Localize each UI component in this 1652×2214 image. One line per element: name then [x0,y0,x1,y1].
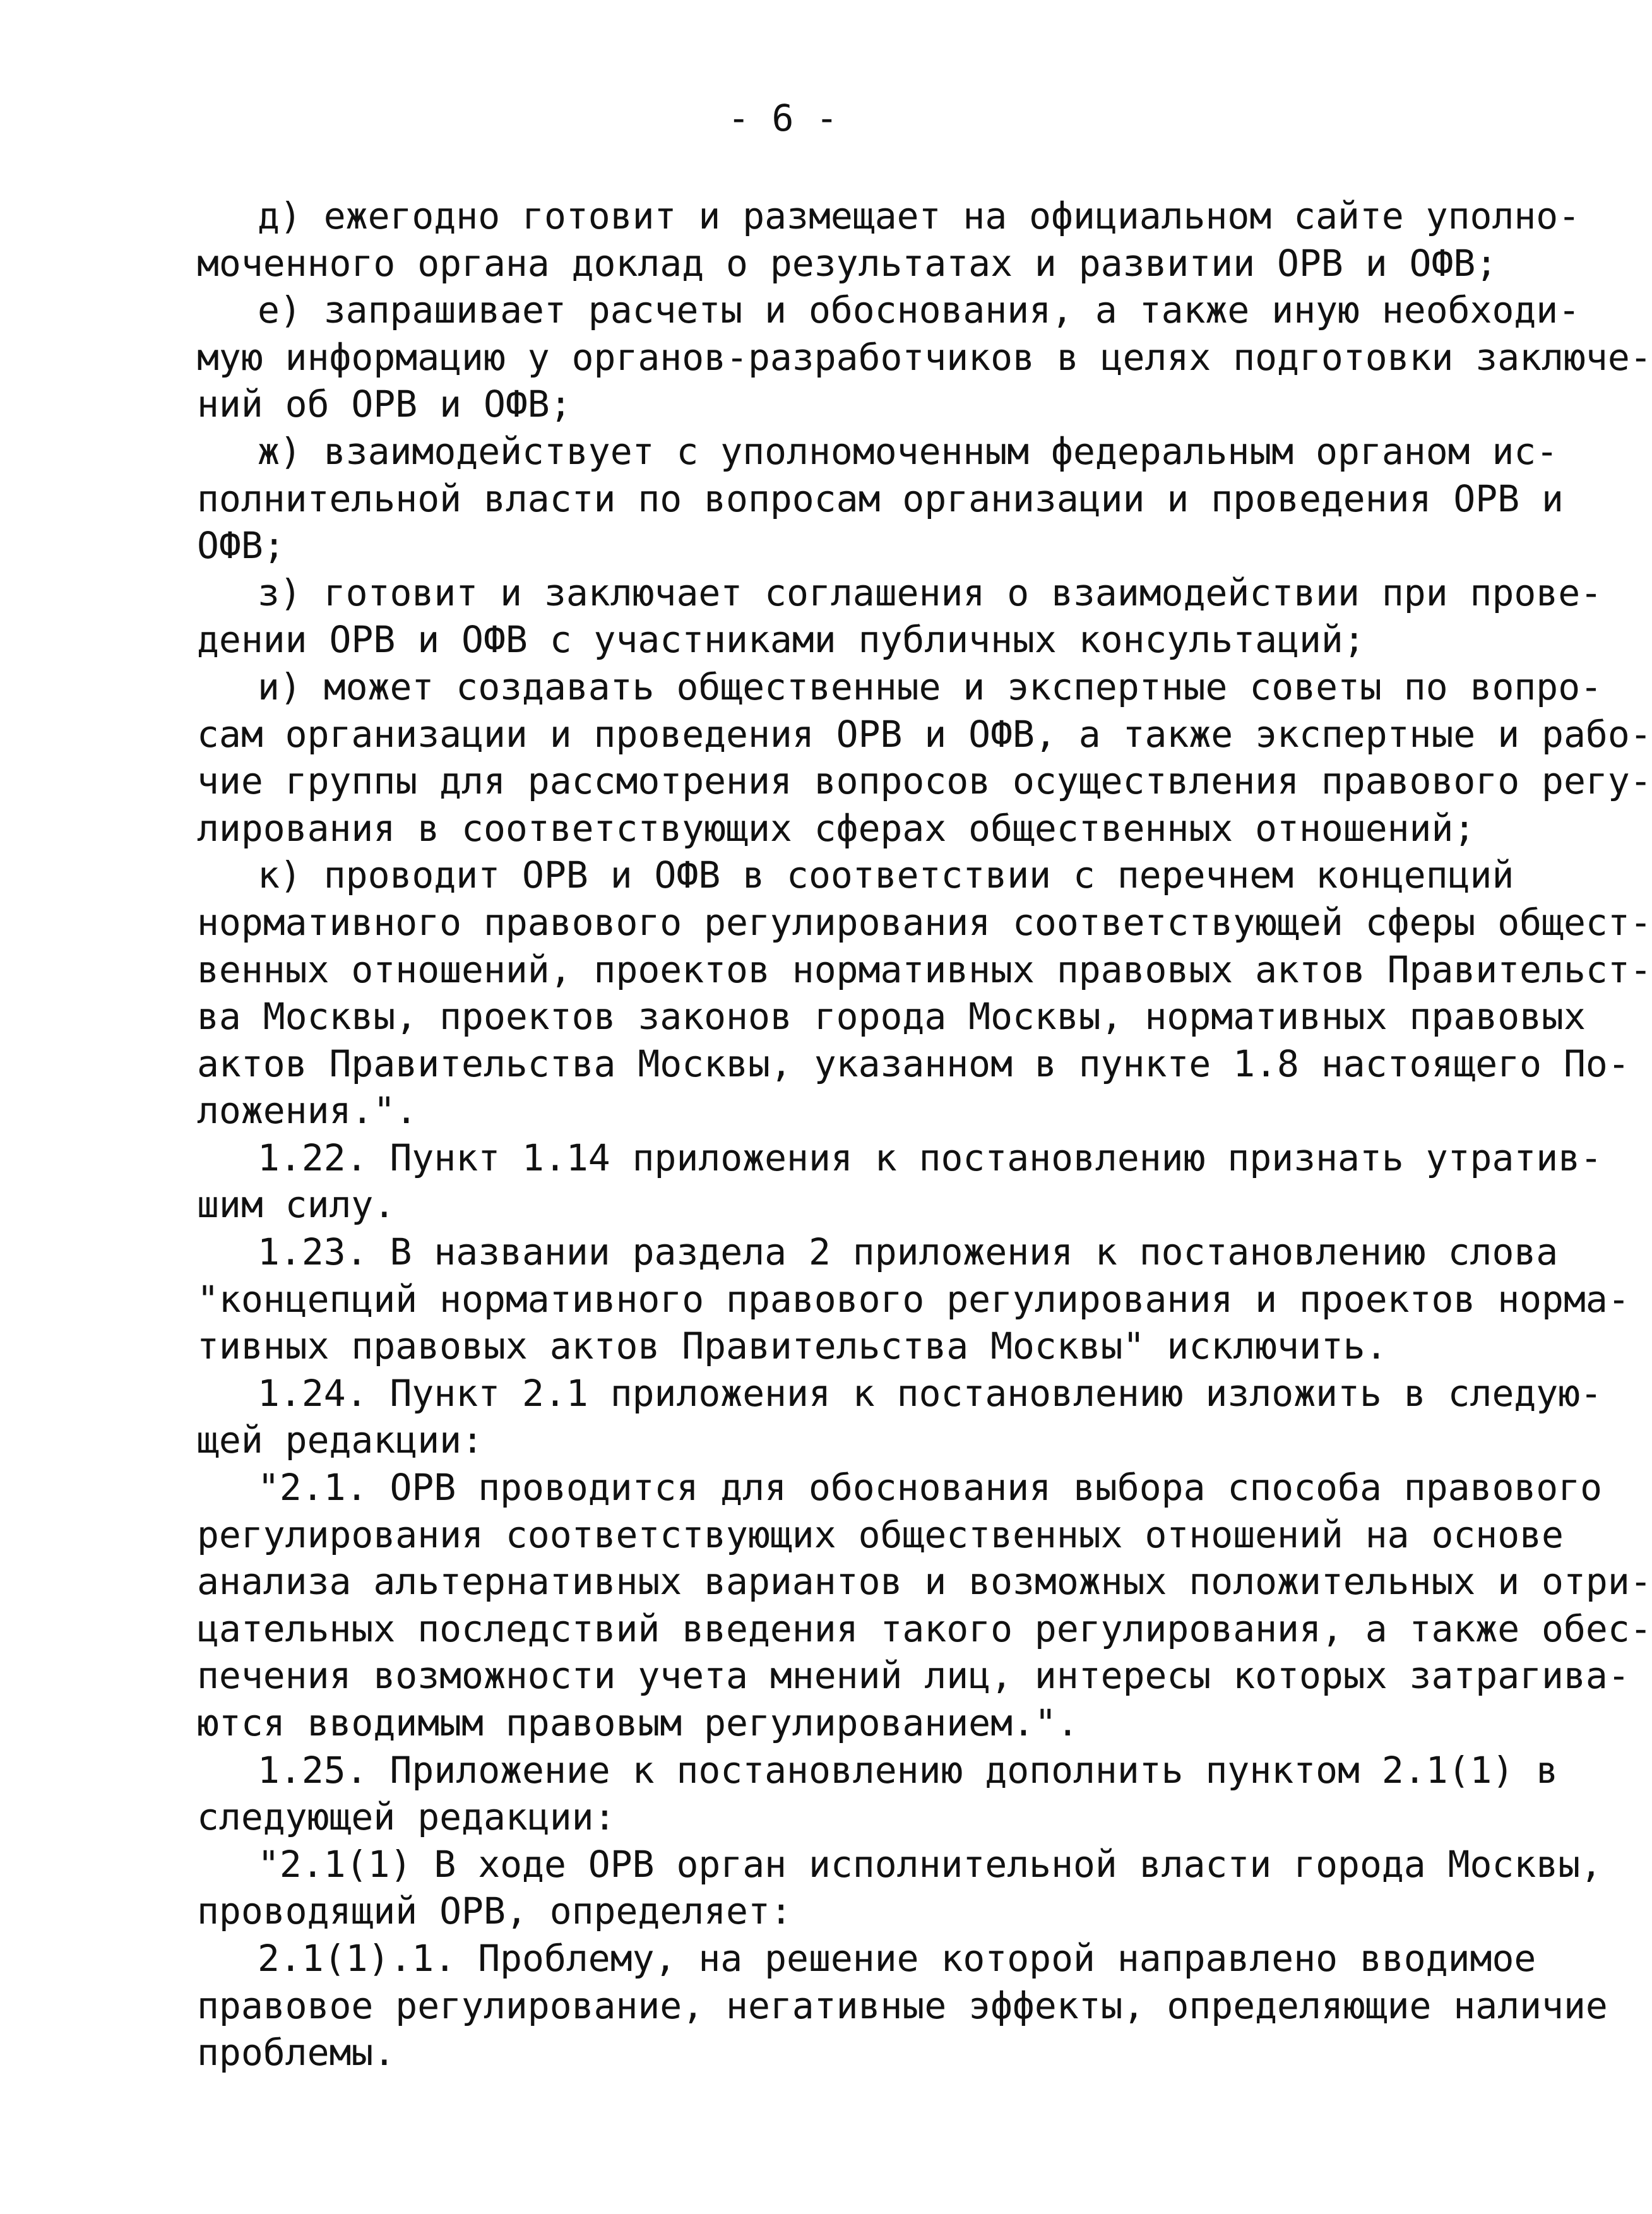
document-body [197,193,1652,2076]
text-line: 1.25. Приложение к постановлению дополнить пунктом 2.1(1) в [258,1748,1559,1792]
text-line: 1.24. Пункт 2.1 приложения к постановлению изложить в следую- [258,1371,1603,1415]
text-line: 1.22. Пункт 1.14 приложения к постановлению признать утратив- [258,1136,1603,1179]
text-line: "концепций нормативного правового регулирования и проектов норма- [197,1277,1630,1321]
text-line: ОФВ; [197,524,285,568]
text-line: 2.1(1).1. Проблему, на решение которой направлено вводимое [258,1936,1536,1980]
text-line: ложения.". [197,1089,418,1133]
paragraph [197,193,1581,287]
text-line: проводящий ОРВ, определяет: [197,1890,792,1933]
text-line: анализа альтернативных вариантов и возможных положительных и отри- [197,1560,1652,1604]
text-line: печения возможности учета мнений лиц, интересы которых затрагива- [197,1654,1630,1698]
text-line: е) запрашивает расчеты и обоснования, а также иную необходи- [258,289,1581,332]
paragraph [197,1841,1603,1935]
page-number: - 6 - [727,97,838,140]
text-line: моченного органа доклад о результатах и развитии ОРВ и ОФВ; [197,241,1498,285]
text-line: тивных правовых актов Правительства Москвы" исключить. [197,1324,1388,1368]
text-line: ва Москвы, проектов законов города Москвы, нормативных правовых [197,995,1586,1039]
text-line: шим силу. [197,1183,396,1227]
text-line: ются вводимым правовым регулированием.". [197,1701,1079,1744]
paragraph [197,1935,1608,2076]
text-line: 1.23. В названии раздела 2 приложения к постановлению слова [258,1230,1559,1274]
paragraph [197,428,1564,569]
text-line: к) проводит ОРВ и ОФВ в соответствии с перечнем концепций [258,854,1514,897]
text-line: цательных последствий введения такого регулирования, а также обес- [197,1607,1652,1650]
text-line: "2.1(1) В ходе ОРВ орган исполнительной власти города Москвы, [258,1842,1603,1886]
text-line: нормативного правового регулирования соответствующей сферы общест- [197,900,1652,944]
text-line: правовое регулирование, негативные эффекты, определяющие наличие [197,1984,1608,2027]
text-line: лирования в соответствующих сферах общественных отношений; [197,806,1476,850]
paragraph [197,852,1652,1134]
paragraph [197,1134,1603,1229]
text-line: следующей редакции: [197,1795,616,1839]
text-line: актов Правительства Москвы, указанном в пункте 1.8 настоящего По- [197,1042,1630,1085]
text-line: регулирования соответствующих общественных отношений на основе [197,1513,1564,1556]
text-line: чие группы для рассмотрения вопросов осуществления правового регу- [197,759,1652,803]
paragraph [197,1229,1630,1370]
text-line: щей редакции: [197,1419,484,1462]
text-line: з) готовит и заключает соглашения о взаимодействии при прове- [258,571,1603,614]
paragraph [197,287,1652,428]
paragraph [197,1747,1559,1841]
text-line: ж) взаимодействует с уполномоченным федеральным органом ис- [258,429,1559,473]
text-line: полнительной власти по вопросам организации и проведения ОРВ и [197,477,1564,520]
text-line: проблемы. [197,2031,396,2074]
text-line: венных отношений, проектов нормативных правовых актов Правительст- [197,948,1652,991]
text-line: и) может создавать общественные и экспертные советы по вопро- [258,665,1603,708]
text-line: мую информацию у органов-разработчиков в целях подготовки заключе- [197,335,1652,379]
paragraph [197,1370,1603,1464]
paragraph [197,1464,1652,1747]
text-line: ний об ОРВ и ОФВ; [197,383,572,426]
text-line: дении ОРВ и ОФВ с участниками публичных консультаций; [197,618,1365,662]
paragraph [197,569,1603,664]
paragraph [197,664,1652,852]
text-line: сам организации и проведения ОРВ и ОФВ, а также экспертные и рабо- [197,712,1652,756]
text-line: "2.1. ОРВ проводится для обоснования выбора способа правового [258,1466,1603,1509]
text-line: д) ежегодно готовит и размещает на официальном сайте уполно- [258,194,1581,237]
